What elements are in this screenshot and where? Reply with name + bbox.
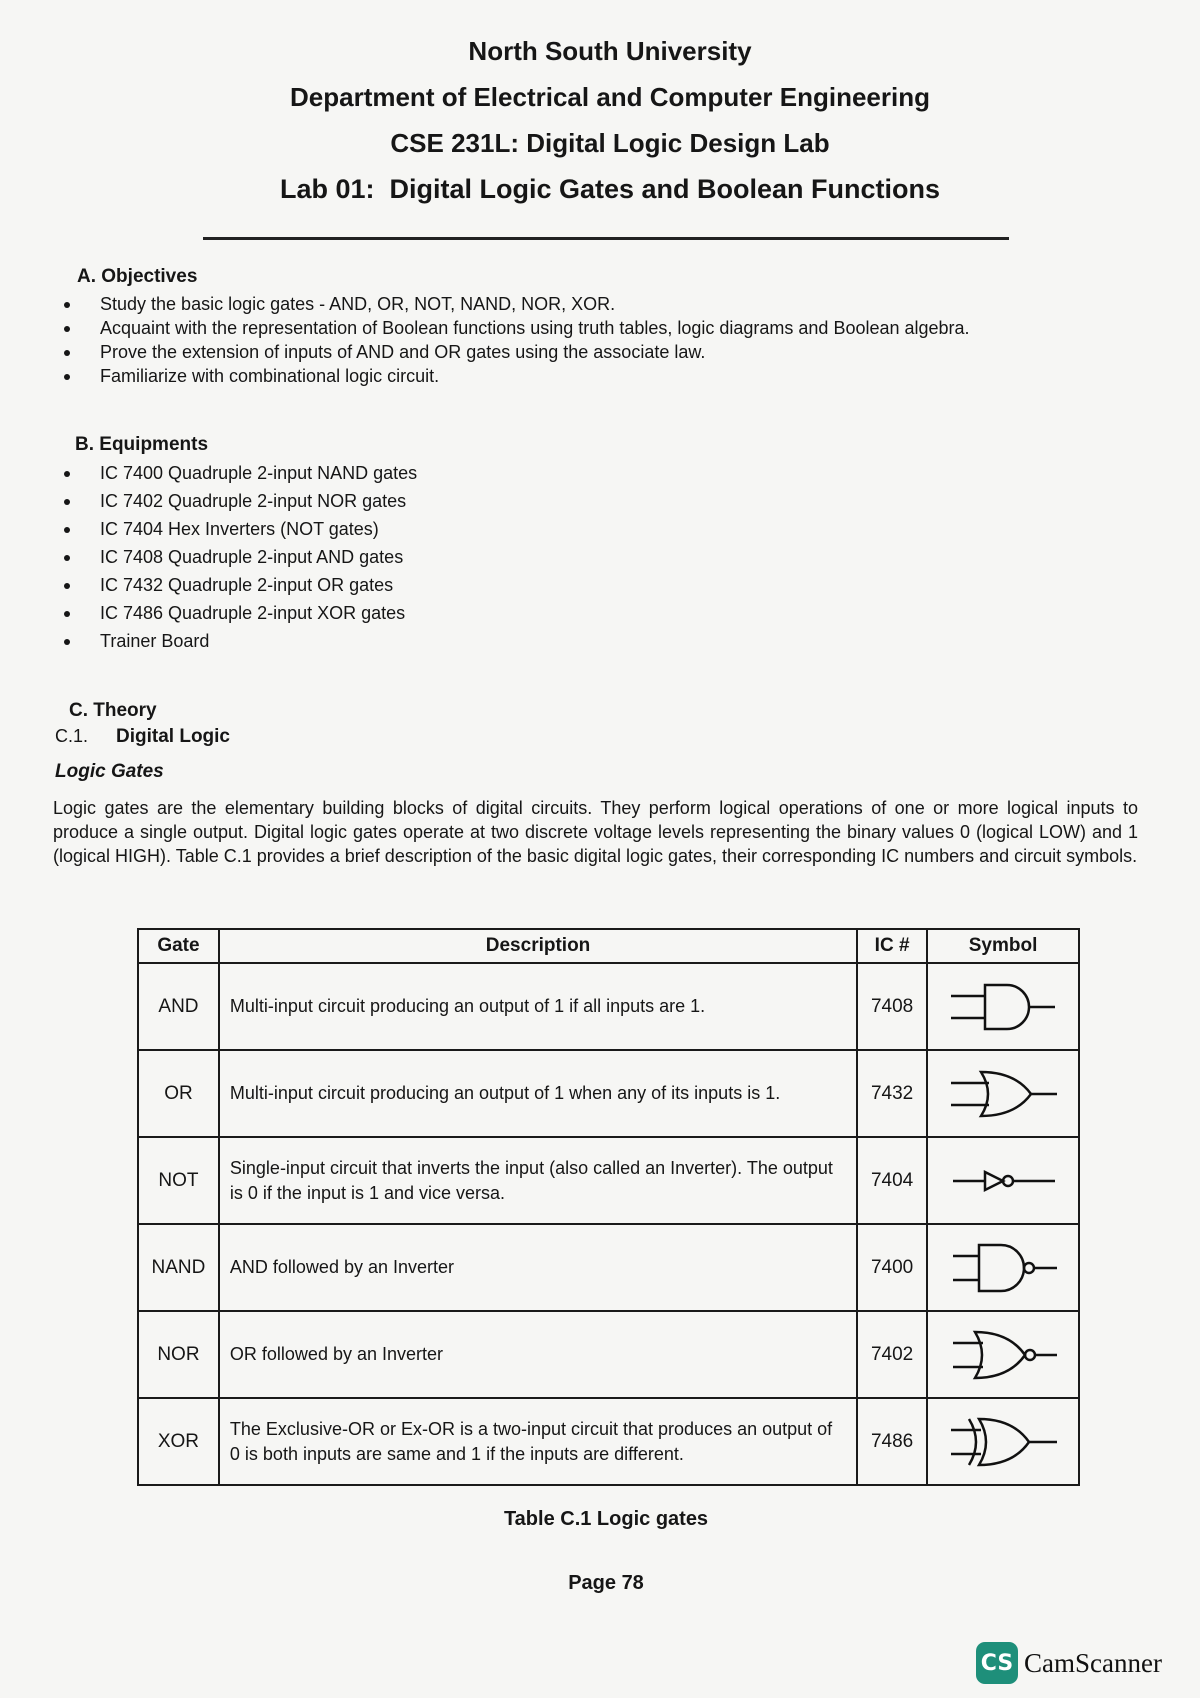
logic-gates-heading: Logic Gates: [55, 761, 164, 782]
column-header-ic: IC #: [857, 929, 927, 963]
lab-title: Lab 01: Digital Logic Gates and Boolean Functions: [279, 174, 941, 204]
table-row: [138, 1050, 1079, 1137]
list-item: IC 7400 Quadruple 2-input NAND gates: [62, 459, 662, 487]
not-gate-icon: [943, 1161, 1063, 1201]
table-row: [138, 1224, 1079, 1311]
column-header-gate: Gate: [138, 929, 219, 963]
gate-name: OR: [138, 1050, 219, 1137]
list-item: Acquaint with the representation of Boolean functions using truth tables, logic diagrams and Boolean algebra.: [62, 316, 1162, 340]
table-row: [138, 1311, 1079, 1398]
or-gate-icon: [943, 1066, 1063, 1122]
column-header-description: Description: [219, 929, 857, 963]
symbol-cell: [927, 1050, 1079, 1137]
table-row: [138, 963, 1079, 1050]
objectives-list: [62, 292, 1162, 388]
gate-description: Single-input circuit that inverts the input (also called an Inverter). The output is 0 if the input is 1 and vice versa.: [219, 1137, 857, 1224]
list-item: Trainer Board: [62, 627, 662, 655]
theory-title: C. Theory: [69, 700, 157, 721]
symbol-cell: [927, 1398, 1079, 1485]
gate-name: NOT: [138, 1137, 219, 1224]
page-label: Page: [568, 1572, 616, 1594]
gate-description: OR followed by an Inverter: [219, 1311, 857, 1398]
ic-number: 7408: [857, 963, 927, 1050]
column-header-symbol: Symbol: [927, 929, 1079, 963]
list-item: IC 7402 Quadruple 2-input NOR gates: [62, 487, 662, 515]
equipments-list: [62, 459, 662, 655]
page-number-value: 78: [621, 1572, 644, 1594]
symbol-cell: [927, 1311, 1079, 1398]
university-name: North South University: [468, 36, 752, 66]
gate-name: AND: [138, 963, 219, 1050]
ic-number: 7432: [857, 1050, 927, 1137]
ic-number: 7486: [857, 1398, 927, 1485]
gate-description: AND followed by an Inverter: [219, 1224, 857, 1311]
gate-description: Multi-input circuit producing an output of 1 if all inputs are 1.: [219, 963, 857, 1050]
document-header: [0, 28, 1200, 212]
list-item: IC 7486 Quadruple 2-input XOR gates: [62, 599, 662, 627]
list-item: IC 7432 Quadruple 2-input OR gates: [62, 571, 662, 599]
page-number: [0, 1572, 1200, 1595]
list-item: IC 7408 Quadruple 2-input AND gates: [62, 543, 662, 571]
and-gate-icon: [943, 979, 1063, 1035]
gate-description: Multi-input circuit producing an output of 1 when any of its inputs is 1.: [219, 1050, 857, 1137]
subsection-title: Digital Logic: [116, 726, 230, 747]
theory-paragraph: Logic gates are the elementary building blocks of digital circuits. They perform logical operations of one or more logical inputs to produce a single output. Digital logic gates operate at two discrete voltage levels representing the binary values 0 (logical LOW) and 1 (logical HIGH). Table C.1 provides a brief description of the basic digital logic gates, their corresponding IC numbers and circuit symbols.: [53, 798, 1138, 866]
symbol-cell: [927, 963, 1079, 1050]
ic-number: 7402: [857, 1311, 927, 1398]
camscanner-logo-icon: CS: [976, 1642, 1018, 1684]
camscanner-watermark: [976, 1642, 1162, 1684]
objectives-title: A. Objectives: [77, 266, 198, 287]
symbol-cell: [927, 1137, 1079, 1224]
camscanner-name: CamScanner: [1024, 1647, 1162, 1678]
table-header-row: [138, 929, 1079, 963]
gate-name: NAND: [138, 1224, 219, 1311]
table-caption: Table C.1 Logic gates: [503, 1508, 709, 1530]
ic-number: 7404: [857, 1137, 927, 1224]
course-title: CSE 231L: Digital Logic Design Lab: [390, 128, 830, 158]
ic-number: 7400: [857, 1224, 927, 1311]
list-item: Familiarize with combinational logic circuit.: [62, 364, 1162, 388]
logic-gates-table: [137, 928, 1080, 1486]
list-item: Prove the extension of inputs of AND and OR gates using the associate law.: [62, 340, 1162, 364]
equipments-title: B. Equipments: [75, 434, 209, 455]
list-item: IC 7404 Hex Inverters (NOT gates): [62, 515, 662, 543]
table-row: [138, 1398, 1079, 1485]
department-name: Department of Electrical and Computer Engineering: [290, 82, 930, 112]
gate-name: NOR: [138, 1311, 219, 1398]
subsection-number: C.1.: [55, 726, 89, 746]
nand-gate-icon: [943, 1238, 1063, 1298]
header-divider: [203, 237, 1009, 240]
nor-gate-icon: [943, 1325, 1063, 1385]
list-item: Study the basic logic gates - AND, OR, NOT, NAND, NOR, XOR.: [62, 292, 1162, 316]
symbol-cell: [927, 1224, 1079, 1311]
gate-name: XOR: [138, 1398, 219, 1485]
xor-gate-icon: [943, 1412, 1063, 1472]
table-row: [138, 1137, 1079, 1224]
gate-description: The Exclusive-OR or Ex-OR is a two-input circuit that produces an output of 0 is both inputs are same and 1 if the inputs are different.: [219, 1398, 857, 1485]
